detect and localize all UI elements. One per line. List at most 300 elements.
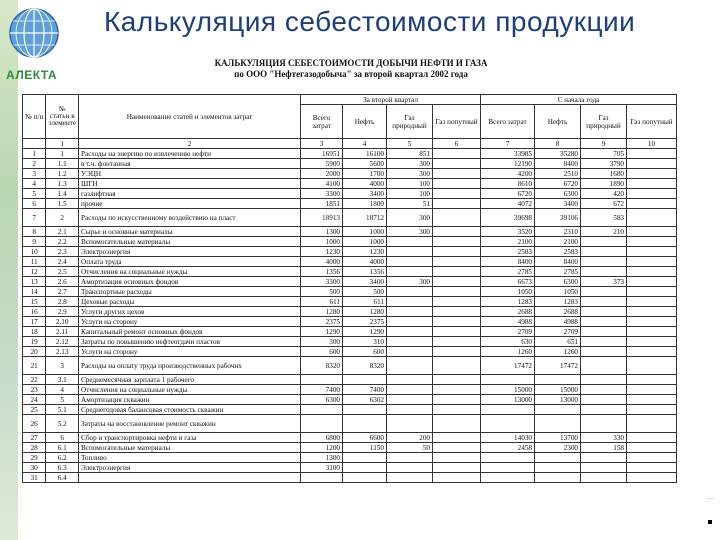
row-value: 4988 <box>535 317 581 327</box>
row-number: 15 <box>23 297 46 307</box>
row-value <box>433 443 481 453</box>
header-name: Наименование статей и элементов затрат <box>79 95 301 139</box>
row-value: 2583 <box>481 247 535 257</box>
row-value <box>433 247 481 257</box>
row-value: 6302 <box>343 395 387 405</box>
row-value: 1280 <box>343 307 387 317</box>
table-row <box>23 209 677 227</box>
row-value <box>387 267 433 277</box>
row-value <box>481 415 535 433</box>
row-value <box>387 395 433 405</box>
row-value <box>387 375 433 385</box>
row-value: 51 <box>387 199 433 209</box>
row-value: 1050 <box>535 287 581 297</box>
row-value <box>535 463 581 473</box>
row-value <box>627 385 677 395</box>
row-name: Транспортные расходы <box>79 287 301 297</box>
row-value <box>433 199 481 209</box>
row-value: 611 <box>301 297 343 307</box>
row-value: 1700 <box>343 169 387 179</box>
row-value: 2785 <box>535 267 581 277</box>
row-number: 21 <box>23 357 46 375</box>
row-name: Электроэнергия <box>79 247 301 257</box>
row-name: газлифтная <box>79 189 301 199</box>
row-value: 373 <box>581 277 627 287</box>
row-value: 672 <box>581 199 627 209</box>
row-number: 12 <box>23 267 46 277</box>
row-value: 6673 <box>481 277 535 287</box>
row-name: УЭЦН <box>79 169 301 179</box>
row-value: 1800 <box>343 199 387 209</box>
row-value <box>481 473 535 483</box>
row-value: 1283 <box>481 297 535 307</box>
row-value: 1680 <box>581 169 627 179</box>
row-name: Затраты на восстановление ремонт скважин <box>79 415 301 433</box>
row-value <box>387 347 433 357</box>
row-value: 158 <box>581 443 627 453</box>
row-value: 2375 <box>343 317 387 327</box>
row-code: 2.4 <box>46 257 79 267</box>
row-number: 7 <box>23 209 46 227</box>
row-name: Сбор и транспортировка нефти и газа <box>79 433 301 443</box>
row-value: 8610 <box>481 179 535 189</box>
row-value <box>581 267 627 277</box>
row-name: Услуги на сторону <box>79 317 301 327</box>
row-value <box>433 267 481 277</box>
row-value <box>581 357 627 375</box>
row-value: 2709 <box>481 327 535 337</box>
row-value <box>387 327 433 337</box>
row-value: 15000 <box>481 385 535 395</box>
row-value <box>433 159 481 169</box>
row-name: Вспомогательные материалы <box>79 443 301 453</box>
row-value <box>387 357 433 375</box>
row-value: 3790 <box>581 159 627 169</box>
row-value: 18913 <box>301 209 343 227</box>
row-value: 3400 <box>343 277 387 287</box>
cost-table <box>22 94 677 483</box>
row-number: 23 <box>23 385 46 395</box>
table-row <box>23 237 677 247</box>
row-value: 300 <box>387 159 433 169</box>
row-value <box>433 227 481 237</box>
table-row <box>23 247 677 257</box>
row-value <box>581 297 627 307</box>
row-name: Услуги на сторону <box>79 347 301 357</box>
row-value <box>387 453 433 463</box>
row-value: 2458 <box>481 443 535 453</box>
row-value <box>433 149 481 159</box>
row-value: 8400 <box>535 257 581 267</box>
row-value: 705 <box>581 149 627 159</box>
row-code: 1.3 <box>46 179 79 189</box>
header-total-ytd: Всего затрат <box>481 105 535 139</box>
row-value <box>481 405 535 415</box>
row-value: 4072 <box>481 199 535 209</box>
row-value <box>627 473 677 483</box>
row-value <box>581 237 627 247</box>
table-row <box>23 415 677 433</box>
row-code: 2.12 <box>46 337 79 347</box>
row-value: 1000 <box>343 237 387 247</box>
row-value <box>433 209 481 227</box>
row-value <box>433 433 481 443</box>
row-code: 2.8 <box>46 297 79 307</box>
row-value: 100 <box>387 189 433 199</box>
row-value: 1851 <box>301 199 343 209</box>
row-value <box>343 453 387 463</box>
row-code: 5.1 <box>46 405 79 415</box>
row-name: Среднегодовая балансовая стоимость скважин <box>79 405 301 415</box>
header-number: 6 <box>433 139 481 149</box>
row-name: Амортизация скважин <box>79 395 301 405</box>
row-value <box>581 453 627 463</box>
row-code: 1.4 <box>46 189 79 199</box>
document-title-line1: КАЛЬКУЛЯЦИЯ СЕБЕСТОИМОСТИ ДОБЫЧИ НЕФТИ И ГАЗА <box>214 58 488 68</box>
row-value <box>433 179 481 189</box>
table-row <box>23 463 677 473</box>
header-code: № статьи в элементе <box>46 95 79 139</box>
row-code: 6.4 <box>46 473 79 483</box>
row-code: 5 <box>46 395 79 405</box>
row-value: 4988 <box>481 317 535 327</box>
row-value: 16951 <box>301 149 343 159</box>
row-value <box>627 375 677 385</box>
row-value <box>387 405 433 415</box>
row-value <box>343 415 387 433</box>
row-value <box>581 385 627 395</box>
row-value: 2300 <box>535 443 581 453</box>
row-value <box>387 307 433 317</box>
row-value: 7400 <box>301 385 343 395</box>
row-value <box>387 247 433 257</box>
row-value: 6720 <box>481 189 535 199</box>
header-number: 5 <box>387 139 433 149</box>
row-value: 2000 <box>301 169 343 179</box>
row-value <box>627 277 677 287</box>
row-name: Затраты по повышению нефтеотдачи пластов <box>79 337 301 347</box>
header-number: 7 <box>481 139 535 149</box>
row-value: 8400 <box>481 257 535 267</box>
row-value <box>301 375 343 385</box>
row-value: 1356 <box>301 267 343 277</box>
corner-square-icon <box>708 520 712 524</box>
row-value: 200 <box>387 433 433 443</box>
table-row <box>23 287 677 297</box>
row-value <box>627 247 677 257</box>
row-value <box>627 237 677 247</box>
table-row <box>23 199 677 209</box>
row-value <box>535 415 581 433</box>
row-value <box>481 463 535 473</box>
table-row <box>23 159 677 169</box>
table-row <box>23 277 677 287</box>
row-name: в т.ч. фонтанная <box>79 159 301 169</box>
row-value: 1280 <box>301 307 343 317</box>
row-number: 29 <box>23 453 46 463</box>
row-number: 10 <box>23 247 46 257</box>
row-value <box>581 247 627 257</box>
table-row <box>23 149 677 159</box>
table-row <box>23 327 677 337</box>
row-value: 500 <box>343 287 387 297</box>
row-value: 2100 <box>481 237 535 247</box>
row-value: 8320 <box>301 357 343 375</box>
row-name: Оплата труда <box>79 257 301 267</box>
row-value <box>343 405 387 415</box>
row-number: 31 <box>23 473 46 483</box>
row-value: 1290 <box>343 327 387 337</box>
row-value: 611 <box>343 297 387 307</box>
row-value <box>627 443 677 453</box>
row-value <box>433 287 481 297</box>
row-value: 18712 <box>343 209 387 227</box>
table-row <box>23 385 677 395</box>
row-value: 1000 <box>343 227 387 237</box>
row-value: 2688 <box>481 307 535 317</box>
row-number: 26 <box>23 415 46 433</box>
row-value: 16100 <box>343 149 387 159</box>
row-code: 2.9 <box>46 307 79 317</box>
row-number: 1 <box>23 149 46 159</box>
row-value <box>387 257 433 267</box>
row-code: 2.13 <box>46 347 79 357</box>
row-value: 17472 <box>535 357 581 375</box>
row-value: 330 <box>581 433 627 443</box>
row-value: 12190 <box>481 159 535 169</box>
row-value <box>581 415 627 433</box>
row-value <box>433 307 481 317</box>
header-number: 1 <box>46 139 79 149</box>
row-value: 13000 <box>481 395 535 405</box>
row-value <box>581 463 627 473</box>
table-row <box>23 453 677 463</box>
header-number: 2 <box>79 139 301 149</box>
row-code: 2.3 <box>46 247 79 257</box>
row-value <box>433 317 481 327</box>
row-code: 2.2 <box>46 237 79 247</box>
row-value: 1050 <box>481 287 535 297</box>
row-value: 300 <box>387 169 433 179</box>
row-value <box>301 405 343 415</box>
row-value: 100 <box>387 179 433 189</box>
row-value: 5900 <box>301 159 343 169</box>
row-code: 6 <box>46 433 79 443</box>
row-number: 2 <box>23 159 46 169</box>
row-value: 15000 <box>535 385 581 395</box>
row-name: Вспомогательные материалы <box>79 237 301 247</box>
row-value <box>627 395 677 405</box>
row-name: ШГН <box>79 179 301 189</box>
row-value: 2785 <box>481 267 535 277</box>
row-code: 1.5 <box>46 199 79 209</box>
header-number-row <box>23 139 677 149</box>
row-number: 18 <box>23 327 46 337</box>
row-value <box>581 337 627 347</box>
table-row <box>23 473 677 483</box>
row-value: 50 <box>387 443 433 453</box>
row-name <box>79 473 301 483</box>
row-number: 25 <box>23 405 46 415</box>
row-name: Расходы по искусственному воздействию на пласт <box>79 209 301 227</box>
row-code: 4 <box>46 385 79 395</box>
header-number: 8 <box>535 139 581 149</box>
row-value: 1260 <box>535 347 581 357</box>
row-name: Топливо <box>79 453 301 463</box>
row-value <box>433 327 481 337</box>
table-row <box>23 443 677 453</box>
row-code: 2.6 <box>46 277 79 287</box>
table-row <box>23 189 677 199</box>
row-value: 500 <box>301 287 343 297</box>
row-value <box>581 307 627 317</box>
row-code: 2.11 <box>46 327 79 337</box>
table-row <box>23 357 677 375</box>
row-name: Расходы на оплату труда производственных рабочих <box>79 357 301 375</box>
row-name: Среднемесячная зарплата 1 рабочего <box>79 375 301 385</box>
row-value: 3300 <box>301 277 343 287</box>
header-gas-natural-ytd: Газ природный <box>581 105 627 139</box>
row-value: 3100 <box>301 463 343 473</box>
row-value: 2100 <box>535 237 581 247</box>
header-number: 10 <box>627 139 677 149</box>
row-value: 2709 <box>535 327 581 337</box>
header-number: 9 <box>581 139 627 149</box>
row-value: 8320 <box>343 357 387 375</box>
row-value: 2310 <box>535 227 581 237</box>
row-value <box>433 453 481 463</box>
row-value: 1000 <box>301 237 343 247</box>
row-value: 39106 <box>535 209 581 227</box>
row-name: Отчисления на социальные нужды <box>79 385 301 395</box>
row-code: 2.10 <box>46 317 79 327</box>
row-code: 6.3 <box>46 463 79 473</box>
row-value <box>433 347 481 357</box>
row-number: 3 <box>23 169 46 179</box>
row-value: 2583 <box>535 247 581 257</box>
row-value <box>433 463 481 473</box>
row-value: 1200 <box>301 443 343 453</box>
row-value: 13700 <box>535 433 581 443</box>
row-code: 2.5 <box>46 267 79 277</box>
header-number: 4 <box>343 139 387 149</box>
table-row <box>23 257 677 267</box>
row-value <box>627 463 677 473</box>
row-value: 1356 <box>343 267 387 277</box>
row-value <box>627 189 677 199</box>
row-value: 13000 <box>535 395 581 405</box>
slide-title: Калькуляция себестоимости продукции <box>104 6 636 37</box>
row-value: 6800 <box>301 433 343 443</box>
row-number: 14 <box>23 287 46 297</box>
row-number: 20 <box>23 347 46 357</box>
row-value <box>627 415 677 433</box>
header-group-year: С начала года <box>481 95 677 105</box>
row-value <box>301 473 343 483</box>
row-value: 7400 <box>343 385 387 395</box>
row-number: 8 <box>23 227 46 237</box>
globe-icon <box>7 6 61 60</box>
row-value <box>627 267 677 277</box>
row-value <box>343 375 387 385</box>
row-value: 600 <box>343 347 387 357</box>
row-value <box>627 307 677 317</box>
header-gas-associated: Газ попутный <box>433 105 481 139</box>
row-value: 600 <box>301 347 343 357</box>
row-value: 300 <box>301 337 343 347</box>
row-code: 3 <box>46 357 79 375</box>
row-name: Отчисления на социальные нужды <box>79 267 301 277</box>
row-value <box>535 473 581 483</box>
row-value: 2375 <box>301 317 343 327</box>
row-number: 30 <box>23 463 46 473</box>
row-name: Амортизация основных фондов <box>79 277 301 287</box>
row-value: 630 <box>481 337 535 347</box>
row-value <box>433 257 481 267</box>
row-value: 210 <box>581 227 627 237</box>
row-name: Услуги других цехов <box>79 307 301 317</box>
row-value <box>343 473 387 483</box>
row-value <box>627 227 677 237</box>
header-oil: Нефть <box>343 105 387 139</box>
row-name: Сырье и основные материалы <box>79 227 301 237</box>
row-value: 2510 <box>535 169 581 179</box>
row-value: 2688 <box>535 307 581 317</box>
row-code: 3.1 <box>46 375 79 385</box>
table-row <box>23 307 677 317</box>
row-value <box>627 199 677 209</box>
header-oil-ytd: Нефть <box>535 105 581 139</box>
table-row <box>23 337 677 347</box>
document-title <box>196 58 506 80</box>
row-code: 6.2 <box>46 453 79 463</box>
row-value: 4000 <box>343 257 387 267</box>
row-value: 3520 <box>481 227 535 237</box>
row-value: 3300 <box>301 189 343 199</box>
row-value <box>627 347 677 357</box>
row-value <box>581 287 627 297</box>
row-value <box>581 347 627 357</box>
row-value <box>627 149 677 159</box>
row-value <box>433 357 481 375</box>
row-number: 13 <box>23 277 46 287</box>
row-value: 3400 <box>535 199 581 209</box>
row-value <box>433 169 481 179</box>
row-value <box>627 169 677 179</box>
row-value <box>387 415 433 433</box>
row-value <box>581 327 627 337</box>
row-value <box>387 297 433 307</box>
row-value <box>627 287 677 297</box>
row-value <box>433 189 481 199</box>
row-code: 1 <box>46 149 79 159</box>
row-value <box>581 405 627 415</box>
row-name: Расходы на энергию по извлечению нефти <box>79 149 301 159</box>
row-value: 300 <box>387 277 433 287</box>
row-number: 17 <box>23 317 46 327</box>
row-value: 420 <box>581 189 627 199</box>
header-number: 3 <box>301 139 343 149</box>
row-code: 2.7 <box>46 287 79 297</box>
row-value: 8400 <box>535 159 581 169</box>
row-value: 6300 <box>535 189 581 199</box>
row-code: 5.2 <box>46 415 79 433</box>
row-value <box>433 237 481 247</box>
row-number: 28 <box>23 443 46 453</box>
row-value: 300 <box>387 209 433 227</box>
row-number: 22 <box>23 375 46 385</box>
row-value <box>387 473 433 483</box>
